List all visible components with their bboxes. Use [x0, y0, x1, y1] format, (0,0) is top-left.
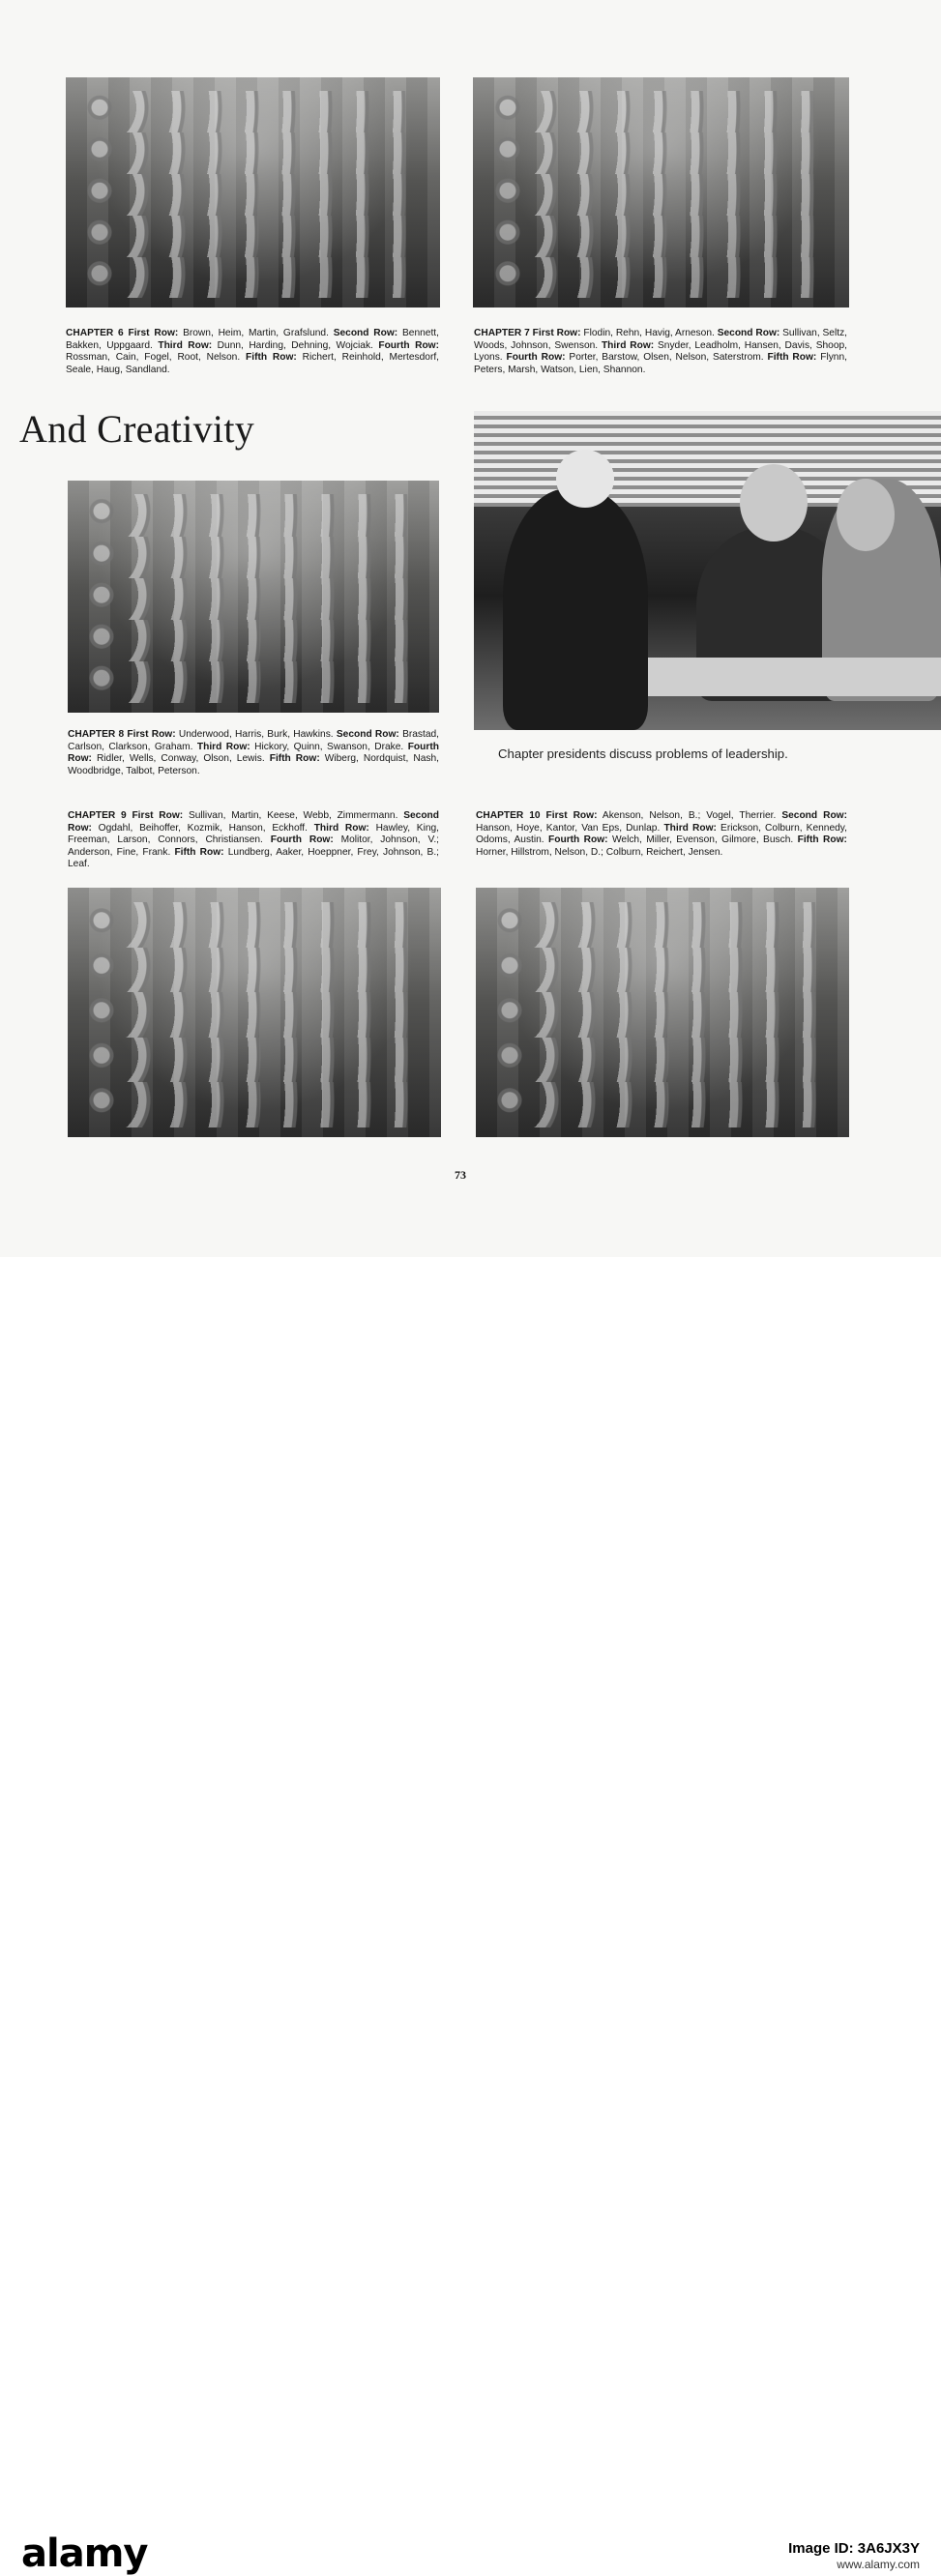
- image-id-block: [788, 2541, 920, 2572]
- chapter-label: CHAPTER 7: [474, 328, 530, 338]
- row-label: Third Row:: [196, 741, 250, 752]
- page-number: 73: [455, 1168, 466, 1182]
- row-label: First Row:: [545, 810, 598, 821]
- row-names: Brown, Heim, Martin, Grafslund.: [183, 328, 329, 338]
- row-names: Sullivan, Seltz, Woods, Johnson, Swenson.: [474, 328, 847, 351]
- row-label: Fifth Row:: [797, 834, 847, 846]
- row-label: Fifth Row:: [246, 352, 297, 364]
- chapter-label: CHAPTER 9: [68, 810, 127, 821]
- row-names: Hickory, Quinn, Swanson, Drake.: [254, 741, 404, 752]
- row-names: Ogdahl, Beihoffer, Kozmik, Hanson, Eckhoff.: [98, 822, 308, 834]
- row-label: First Row:: [127, 729, 176, 740]
- row-names: Akenson, Nelson, B.; Vogel, Therrier.: [602, 810, 777, 821]
- chapter-label: CHAPTER 10: [476, 810, 541, 821]
- row-label: First Row:: [128, 328, 179, 338]
- row-names: Molitor, Johnson, V.; Anderson, Fine, Frank.: [68, 834, 439, 858]
- row-names: Bennett, Bakken, Uppgaard.: [66, 328, 439, 351]
- row-label: Third Row:: [313, 822, 369, 834]
- chapter-6-photo: [66, 77, 440, 307]
- row-names: Welch, Miller, Evenson, Gilmore, Busch.: [611, 834, 794, 846]
- row-names: Hawley, King, Freeman, Larson, Connors, Christiansen.: [68, 822, 439, 846]
- row-names: Wiberg, Nordquist, Nash, Woodbridge, Talbot, Peterson.: [68, 753, 439, 776]
- row-label: Third Row:: [601, 339, 655, 351]
- row-names: Rossman, Cain, Fogel, Root, Nelson.: [66, 352, 241, 364]
- row-names: Richert, Reinhold, Mertesdorf, Seale, Haug, Sandland.: [66, 352, 439, 375]
- row-label: First Row:: [532, 328, 581, 338]
- stock-footer: [0, 1257, 941, 2576]
- row-names: Snyder, Leadholm, Hansen, Davis, Shoop, Lyons.: [474, 339, 847, 364]
- chapter-9-photo: [68, 888, 441, 1137]
- row-label: Fourth Row:: [548, 834, 608, 846]
- row-names: Sullivan, Martin, Keese, Webb, Zimmermann.: [188, 810, 398, 821]
- chapter-10-caption: [476, 810, 847, 859]
- row-label: Second Row:: [717, 328, 780, 338]
- row-label: First Row:: [132, 810, 184, 821]
- row-names: Lundberg, Aaker, Hoeppner, Frey, Johnson, B.; Leaf.: [68, 846, 439, 870]
- leadership-photo-caption: Chapter presidents discuss problems of leadership.: [498, 746, 788, 761]
- chapter-10-photo: [476, 888, 849, 1137]
- chapter-9-caption: [68, 810, 439, 871]
- row-names: Hanson, Hoye, Kantor, Van Eps, Dunlap.: [476, 822, 661, 834]
- row-label: Third Row:: [663, 822, 717, 834]
- yearbook-page: [0, 0, 941, 1257]
- row-names: Flodin, Rehn, Havig, Arneson.: [583, 328, 715, 338]
- chapter-7-caption: [474, 328, 847, 376]
- row-names: Underwood, Harris, Burk, Hawkins.: [178, 729, 334, 740]
- row-label: Fourth Row:: [68, 741, 439, 765]
- chapter-8-caption: [68, 729, 439, 777]
- section-heading: And Creativity: [19, 407, 255, 451]
- row-label: Second Row:: [781, 810, 847, 821]
- chapter-6-caption: [66, 328, 439, 376]
- row-label: Second Row:: [336, 729, 399, 740]
- row-label: Second Row:: [68, 810, 439, 834]
- row-label: Fifth Row:: [767, 352, 817, 364]
- chapter-label: CHAPTER 8: [68, 729, 125, 740]
- row-label: Fifth Row:: [269, 753, 320, 765]
- leadership-discussion-photo: [474, 411, 941, 730]
- row-label: Second Row:: [333, 328, 398, 338]
- chapter-label: CHAPTER 6: [66, 328, 124, 338]
- alamy-logo: alamy: [21, 2532, 148, 2576]
- site-url: www.alamy.com: [837, 2558, 920, 2571]
- chapter-7-photo: [473, 77, 849, 307]
- row-label: Fifth Row:: [174, 846, 224, 858]
- row-names: Erickson, Colburn, Kennedy, Odoms, Austin.: [476, 822, 847, 846]
- chapter-8-photo: [68, 481, 439, 713]
- row-label: Third Row:: [158, 339, 213, 351]
- row-names: Ridler, Wells, Conway, Olson, Lewis.: [96, 753, 265, 765]
- row-label: Fourth Row:: [378, 339, 439, 351]
- row-names: Flynn, Peters, Marsh, Watson, Lien, Shannon.: [474, 352, 847, 375]
- row-label: Fourth Row:: [506, 352, 566, 364]
- row-names: Horner, Hillstrom, Nelson, D.; Colburn, Reichert, Jensen.: [476, 846, 723, 858]
- image-id: Image ID: 3A6JX3Y: [788, 2540, 920, 2557]
- row-names: Porter, Barstow, Olsen, Nelson, Saterstrom.: [569, 352, 764, 364]
- row-label: Fourth Row:: [270, 834, 334, 846]
- row-names: Dunn, Harding, Dehning, Wojciak.: [217, 339, 373, 351]
- row-names: Brastad, Carlson, Clarkson, Graham.: [68, 729, 440, 752]
